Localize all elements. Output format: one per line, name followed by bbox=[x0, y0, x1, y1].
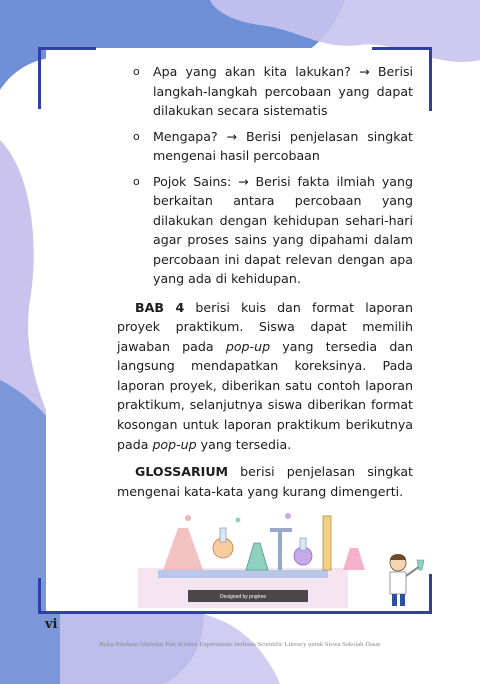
bullet-text: Berisi langkah-langkah percobaan yang dapat dilakukan secara sistematis bbox=[153, 64, 414, 118]
popup-term-1: pop-up bbox=[225, 338, 271, 354]
bullet-item-activity bbox=[133, 62, 414, 121]
arrow-icon: → bbox=[226, 128, 238, 144]
bullet-mark: o bbox=[133, 174, 140, 188]
frame-top-left-horizontal bbox=[38, 47, 96, 50]
page-number: vi bbox=[45, 617, 58, 632]
bab4-paragraph bbox=[117, 298, 413, 455]
frame-bottom-right-vertical bbox=[429, 574, 432, 614]
bullet-title: Mengapa? bbox=[153, 128, 218, 144]
bab4-heading: BAB 4 bbox=[135, 299, 185, 315]
bullet-mark: o bbox=[133, 129, 140, 143]
page-content bbox=[117, 62, 413, 501]
footer-text: Buku Panduan Aktivitas Fun Science Experiments berbasis Scientific Literacy untuk Siswa Sekolah Dasar bbox=[99, 641, 381, 648]
popup-term-2: pop-up bbox=[152, 436, 197, 452]
bullet-text: Berisi penjelasan singkat mengenai hasil percobaan bbox=[153, 128, 413, 163]
bab4-text-1: berisi kuis dan format laporan proyek praktikum. Siswa dapat memilih jawaban pada bbox=[117, 299, 414, 354]
bullet-title: Pojok Sains: bbox=[153, 173, 232, 189]
bullet-item-science-corner bbox=[133, 172, 413, 289]
bullet-item-why bbox=[133, 127, 413, 166]
lab-illustration bbox=[128, 508, 428, 608]
frame-top-right-vertical bbox=[429, 47, 432, 111]
illustration-credit: Designed by pngtree bbox=[220, 594, 267, 600]
bullet-title: Apa yang akan kita lakukan? bbox=[153, 64, 351, 79]
frame-top-left-vertical bbox=[38, 47, 41, 109]
arrow-icon: → bbox=[238, 173, 249, 189]
glossary-paragraph bbox=[117, 462, 413, 501]
bullet-list bbox=[117, 62, 413, 289]
bullet-text: Berisi fakta ilmiah yang berkaitan antara percobaan yang dilakukan dengan kehidupan sehari-hari agar proses sains yang dipahami dalam percobaan ini dapat relevan dengan apa yang ada di kehidupan. bbox=[153, 173, 413, 286]
frame-top-right-horizontal bbox=[372, 47, 432, 50]
frame-bottom-left-horizontal bbox=[38, 611, 430, 614]
bullet-mark: o bbox=[133, 65, 140, 78]
glossary-heading: GLOSSARIUM bbox=[135, 464, 229, 480]
bab4-text-2: yang tersedia dan langsung mendapatkan koreksinya. Pada laporan proyek, diberikan satu contoh laporan praktikum, selanjutnya siswa diberikan format kosongan untuk laporan praktikum berikutnya pada bbox=[117, 338, 414, 452]
frame-bottom-left-vertical bbox=[38, 578, 41, 614]
arrow-icon: → bbox=[359, 64, 370, 79]
bab4-text-3: yang tersedia. bbox=[196, 436, 292, 452]
glossary-text: berisi penjelasan singkat mengenai kata-kata yang kurang dimengerti. bbox=[117, 464, 413, 499]
